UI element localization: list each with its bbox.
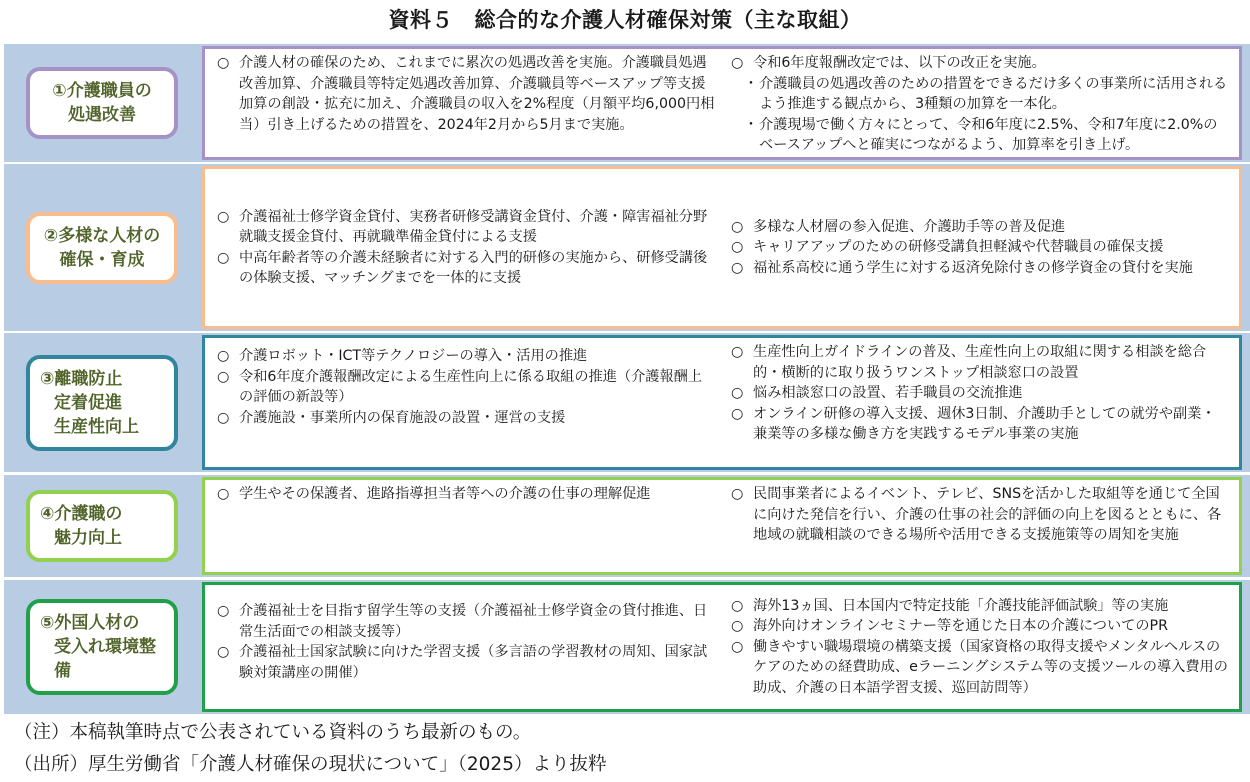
circle-bullet-icon: ○ (731, 597, 744, 614)
list-item: ○ 介護人材の確保のため、これまでに累次の処遇改善を実施。介護職員処遇改善加算、介護職員等特定処遇改善加算、介護職員等ベースアップ等支援加算の創設・拡充に加え、介護職員の収入を2%程度（月額平均6,000円相当）引き上げるための措置を、2024年2月から5月まで実施。 (217, 53, 715, 135)
list-item: ○ 海外13ヵ国、日本国内で特定技能「介護技能評価試験」等の実施 (731, 596, 1229, 617)
footnote-note: （注）本稿執筆時点で公表されている資料のうち最新のもの。 (14, 722, 532, 743)
list-item: ○ 介護施設・事業所内の保育施設の設置・運営の支援 (217, 408, 715, 429)
right-column (725, 480, 1239, 572)
list-item: ○ 介護福祉士国家試験に向けた学習支援（多言語の学習教材の周知、国家試験対策講座の開催） (217, 642, 715, 683)
sub-list-item: ・ 介護職員の処遇改善のための措置をできるだけ多くの事業所に活用されるよう推進する観点から、3種類の加算を一本化。 (731, 74, 1229, 115)
row-job-appeal (4, 475, 1250, 577)
content-box (202, 166, 1242, 329)
list-item: ○ オンライン研修の導入支援、週休3日制、介護助手としての就労や副業・兼業等の多様な働き方を実践するモデル事業の実施 (731, 404, 1229, 445)
circle-bullet-icon: ○ (217, 409, 230, 426)
list-item: ○ 介護福祉士修学資金貸付、実務者研修受講資金貸付、介護・障害福祉分野就職支援金貸付、再就職準備金貸付による支援 (217, 207, 715, 248)
row-diverse-talent (4, 164, 1250, 331)
list-item: ○ 介護福祉士を目指す留学生等の支援（介護福祉士修学資金の貸付推進、日常生活面での相談支援等） (217, 601, 715, 642)
footnote-source: （出所）厚生労働省「介護人材確保の現状について」（2025）より抜粋 (14, 754, 607, 775)
circle-bullet-icon: ○ (217, 603, 230, 619)
category-label: ③離職防止 定着促進 生産性向上 (26, 355, 178, 451)
left-column (205, 169, 725, 326)
content-box (202, 46, 1242, 160)
circle-bullet-icon: ○ (217, 249, 230, 266)
content-box (202, 477, 1242, 575)
content-box (202, 335, 1242, 470)
circle-bullet-icon: ○ (731, 618, 744, 635)
right-column (725, 338, 1239, 467)
left-column (205, 480, 725, 572)
right-column (725, 585, 1239, 709)
left-column (205, 338, 725, 467)
circle-bullet-icon: ○ (731, 405, 744, 422)
list-item: ○ キャリアアップのための研修受講負担軽減や代替職員の確保支援 (731, 237, 1229, 258)
list-item: ○ 福祉系高校に通う学生に対する返済免除付きの修学資金の貸付を実施 (731, 258, 1229, 279)
circle-bullet-icon: ○ (731, 385, 744, 401)
circle-bullet-icon: ○ (731, 259, 744, 276)
circle-bullet-icon: ○ (731, 486, 744, 502)
list-item: ○ 多様な人材層の参入促進、介護助手等の普及促進 (731, 217, 1229, 238)
circle-bullet-icon: ○ (217, 368, 230, 385)
list-item: ○ 海外向けオンラインセミナー等を通じた日本の介護についてのPR (731, 616, 1229, 637)
left-column (205, 49, 725, 157)
list-item: ○ 介護ロボット・ICT等テクノロジーの導入・活用の推進 (217, 346, 715, 367)
circle-bullet-icon: ○ (731, 344, 744, 360)
category-label: ②多様な人材の 確保・育成 (26, 212, 178, 284)
dot-bullet-icon: ・ (743, 75, 759, 92)
list-item: ○ 令和6年度報酬改定では、以下の改正を実施。 (731, 53, 1229, 74)
row-foreign-talent (4, 580, 1250, 714)
list-item: ○ 悩み相談窓口の設置、若手職員の交流推進 (731, 383, 1229, 404)
list-item: ○ 生産性向上ガイドラインの普及、生産性向上の取組に関する相談を総合的・横断的に取り扱うワンストップ相談窓口の設置 (731, 342, 1229, 383)
circle-bullet-icon: ○ (731, 55, 744, 71)
circle-bullet-icon: ○ (731, 218, 744, 235)
row-retention-productivity (4, 333, 1250, 472)
right-column (725, 49, 1239, 157)
category-label: ⑤外国人材の 受入れ環境整備 (26, 599, 178, 695)
circle-bullet-icon: ○ (217, 348, 230, 364)
category-label: ④介護職の 魅力向上 (26, 490, 178, 562)
list-item: ○ 中高年齢者等の介護未経験者に対する入門的研修の実施から、研修受講後の体験支援、マッチングまでを一体的に支援 (217, 248, 715, 289)
page-title: 資料５ 総合的な介護人材確保対策（主な取組） (388, 8, 862, 32)
list-item: ○ 働きやすい職場環境の構築支援（国家資格の取得支援やメンタルヘルスのケアのための経費助成、eラーニングシステム等の支援ツールの導入費用の助成、介護の日本語学習支援、巡回訪問等） (731, 637, 1229, 699)
list-item: ○ 令和6年度介護報酬改定による生産性向上に係る取組の推進（介護報酬上の評価の新設等） (217, 367, 715, 408)
circle-bullet-icon: ○ (217, 644, 230, 660)
list-item: ○ 学生やその保護者、進路指導担当者等への介護の仕事の理解促進 (217, 484, 715, 505)
circle-bullet-icon: ○ (731, 239, 744, 256)
sub-list-item: ・ 介護現場で働く方々にとって、令和6年度に2.5%、令和7年度に2.0%のベースアップへと確実につながるよう、加算率を引き上げ。 (731, 115, 1229, 156)
right-column (725, 169, 1239, 326)
circle-bullet-icon: ○ (217, 486, 230, 502)
list-item: ○ 民間事業者によるイベント、テレビ、SNSを活かした取組等を通じて全国に向けた発信を行い、介護の仕事の社会的評価の向上を図るとともに、各地域の就職相談のできる場所や活用できる支援施策等の周知を実施 (731, 484, 1229, 546)
circle-bullet-icon: ○ (217, 55, 230, 71)
content-box (202, 582, 1242, 712)
category-label: ①介護職員の 処遇改善 (26, 67, 178, 139)
dot-bullet-icon: ・ (743, 116, 759, 133)
left-column (205, 585, 725, 709)
circle-bullet-icon: ○ (217, 208, 230, 225)
row-treatment-improvement (4, 44, 1250, 162)
circle-bullet-icon: ○ (731, 638, 744, 655)
